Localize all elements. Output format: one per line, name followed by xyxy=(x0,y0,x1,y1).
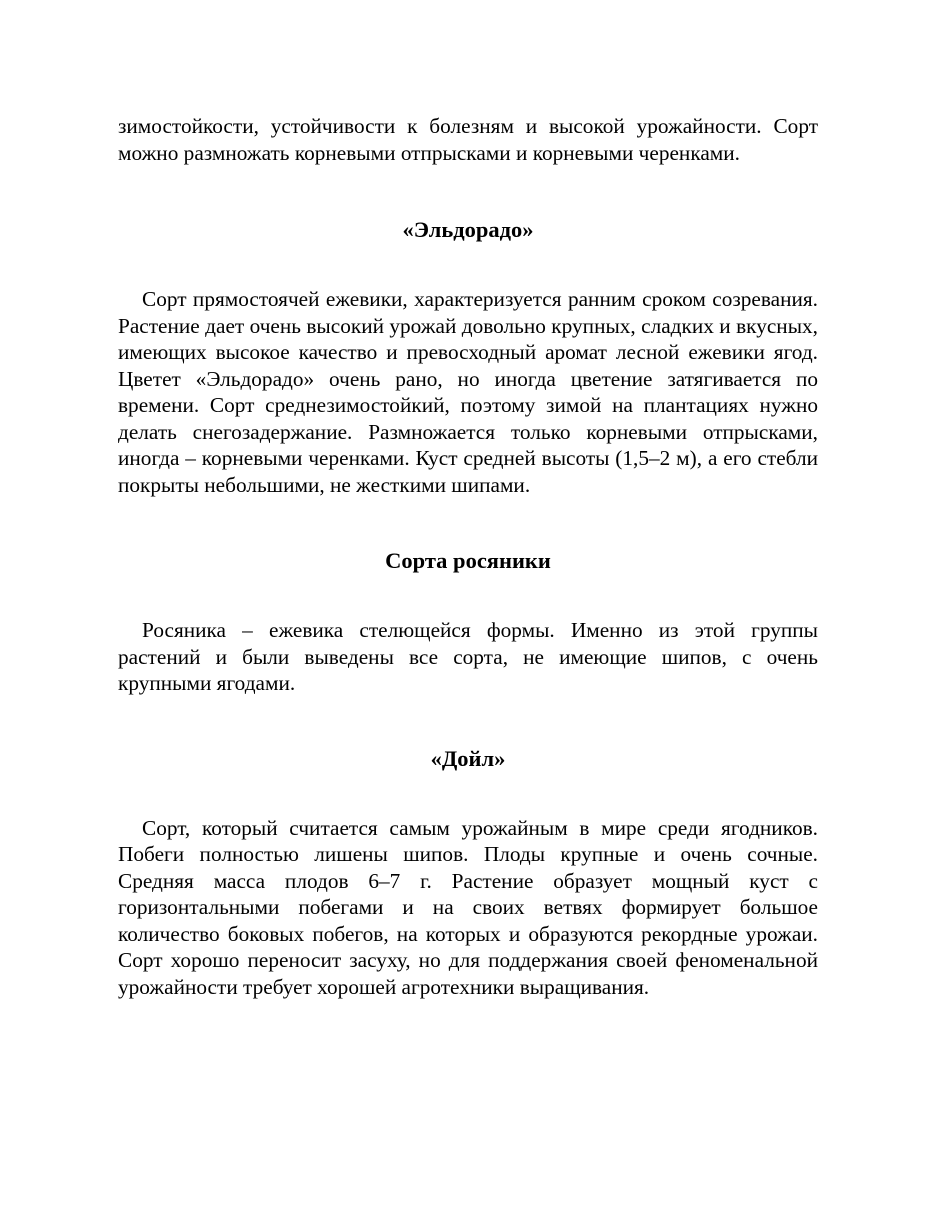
section-paragraph-doyl: Сорт, который считается самым урожайным в мире среди ягодников. Побеги полностью лишены шипов. Плоды крупные и очень сочные. Средняя масса плодов 6–7 г. Растение образует мощный куст с горизонтальными побегами и на своих ветвях формирует большое количество боковых побегов, на которых и образуются рекордные урожаи. Сорт хорошо переносит засуху, но для поддержания своей феноменальной урожайности требует хорошей агротехники выращивания. xyxy=(118,815,818,999)
section-paragraph-eldorado: Сорт прямостоячей ежевики, характеризуется ранним сроком созревания. Растение дает очень высокий урожай довольно крупных, сладких и вкусных, имеющих высокое качество и превосходный аромат лесной ежевики ягод. Цветет «Эльдорадо» очень рано, но иногда цветение затягивается по времени. Сорт среднезимостойкий, поэтому зимой на плантациях нужно делать снегозадержание. Размножается только корневыми отпрысками, иногда – корневыми черенками. Куст средней высоты (1,5–2 м), а его стебли покрыты небольшими, не жесткими шипами. xyxy=(118,287,818,497)
section-paragraph-rosyaniki: Росяника – ежевика стелющейся формы. Именно из этой группы растений и были выведены все сорта, не имеющие шипов, с очень крупными ягодами. xyxy=(118,618,818,695)
document-page xyxy=(118,110,818,1000)
section-heading-eldorado: «Эльдорадо» xyxy=(402,217,534,242)
section-heading-doyl: «Дойл» xyxy=(430,745,506,771)
section-heading-rosyaniki: Сорта росяники xyxy=(385,548,551,573)
intro-paragraph: зимостойкости, устойчивости к болезням и высокой урожайности. Сорт можно размножать корневыми отпрысками и корневыми черенками. xyxy=(118,114,818,165)
